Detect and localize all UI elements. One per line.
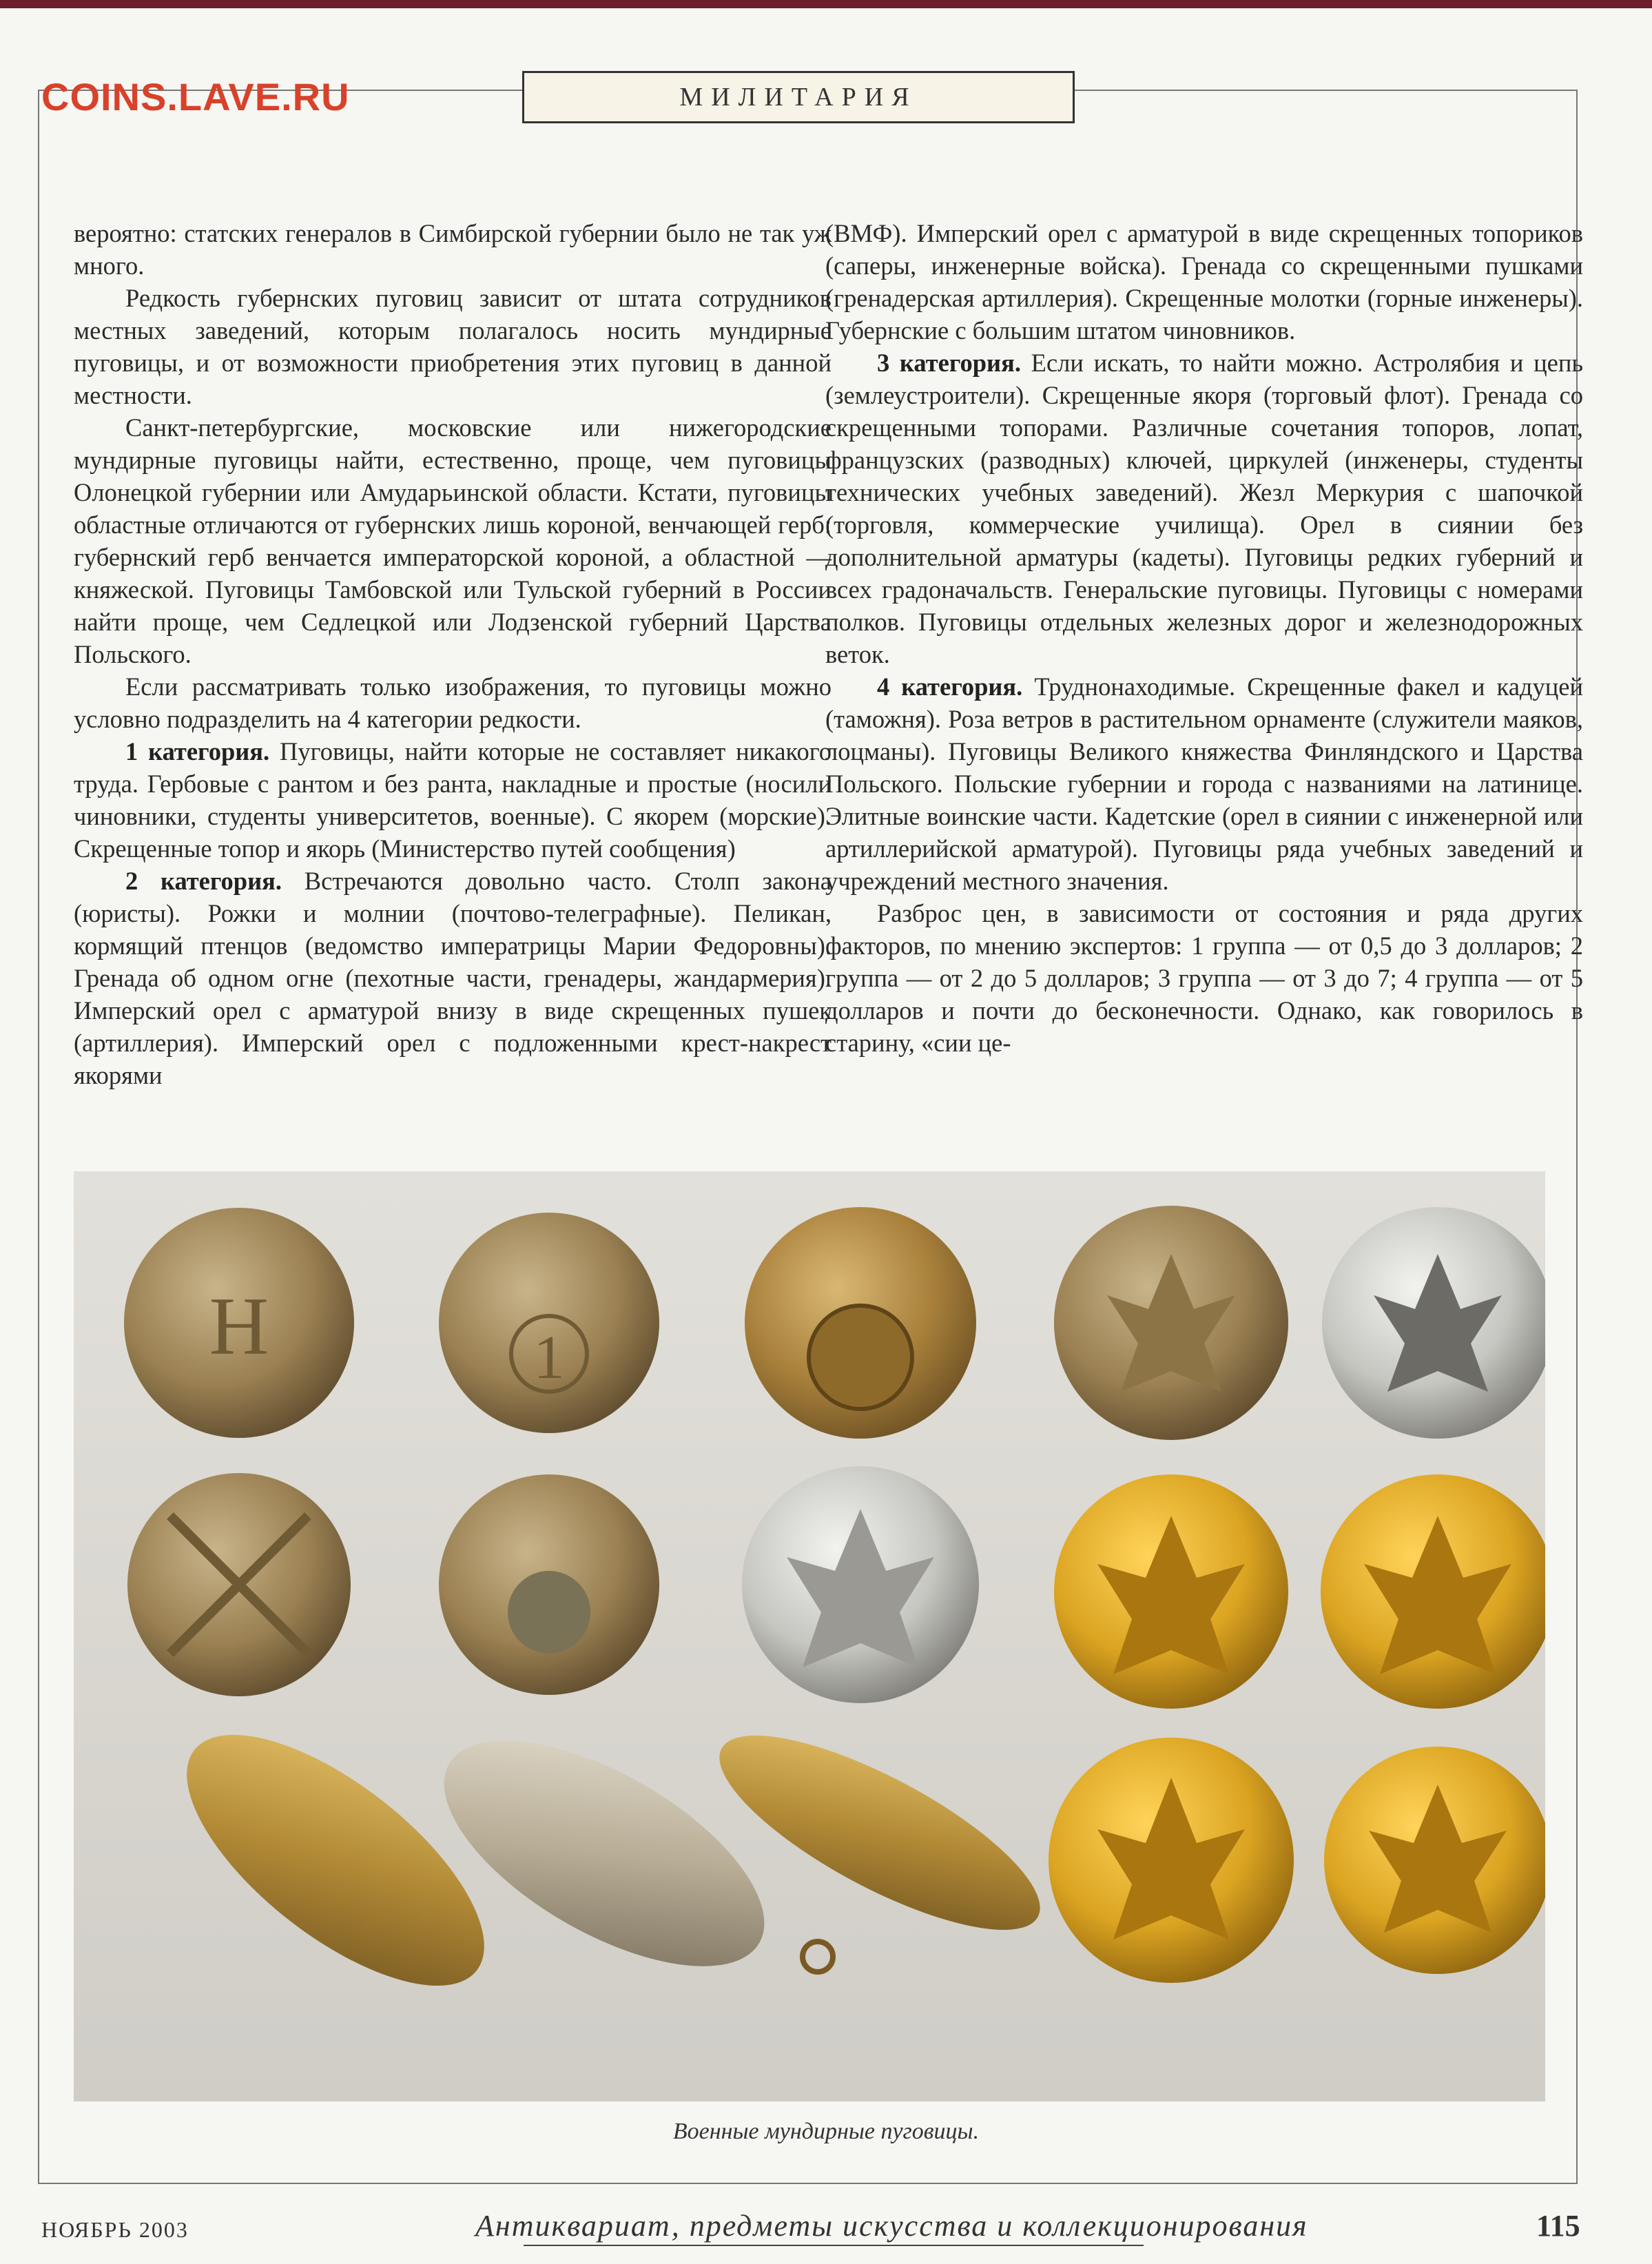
paragraph: вероятно: статских генералов в Симбирской губернии было не так уж много. xyxy=(74,219,832,280)
category-text: Пуговицы, найти которые не составляет никакого труда. Гербовые с рантом и без ранта, накладные и простые (носили чиновники, студенты университетов, военные). С якорем (морские). Скрещенные топор и якорь (Министерство путей сообщения) xyxy=(74,737,832,863)
category-paragraph xyxy=(825,347,1583,670)
category-label: 1 категория. xyxy=(125,737,270,765)
category-paragraph xyxy=(74,865,832,1091)
category-text: Встречаются довольно часто. Столп закона (юристы). Рожки и молнии (почтово-телеграфные). Пеликан, кормящий птенцов (ведомство императрицы Марии Федоровны). Гренада об одном огне (пехотные части, гренадеры, жандармерия). Имперский орел с арматурой внизу в виде скрещенных пушек (артиллерия). Имперский орел с подложенными крест-накрест якорями xyxy=(74,867,832,1089)
figure-caption: Военные мундирные пуговицы. xyxy=(672,2119,980,2144)
page-frame-left xyxy=(38,90,39,2184)
page-number: 115 xyxy=(1536,2209,1580,2243)
issue-date: НОЯБРЬ 2003 xyxy=(41,2217,189,2242)
text-column-right xyxy=(825,217,1583,1059)
button-row-1 xyxy=(124,1206,1545,1440)
category-text: Если искать, то найти можно. Астролябия и цепь (землеустроители). Скрещенные якоря (торговый флот). Гренада со скрещенными топорами. Различные сочетания топоров, лопат, французских (разводных) ключей, циркулей (инженеры, студенты технических учебных заведений). Жезл Меркурия с шапочкой (торговля, коммерческие училища). Орел в сиянии без дополнительной арматуры (кадеты). Пуговицы редких губерний и всех градоначальств. Генеральские пуговицы. Пуговицы с номерами полков. Пуговицы отдельных железных дорог и железнодорожных веток. xyxy=(825,349,1583,668)
category-paragraph xyxy=(825,670,1583,897)
footer-underline xyxy=(524,2245,1144,2246)
category-text: Труднонаходимые. Скрещенные факел и кадуцей (таможня). Роза ветров в растительном орнаменте (служители маяков, лоцманы). Пуговицы Великого княжества Финляндского и Царства Польского. Польские губернии и города с названиями на латинице. Элитные воинские части. Кадетские (орел в сиянии с инженерной или артиллерийской арматурой). Пуговицы ряда учебных заведений и учреждений местного значения. xyxy=(825,672,1583,895)
button-row-3 xyxy=(147,1690,1545,2030)
button-grenade-ball xyxy=(508,1571,590,1654)
magazine-title: Антиквариат, предметы искусства и коллекционирования xyxy=(475,2209,1308,2243)
button-grenade-1 xyxy=(439,1213,659,1433)
button-letter-mark: Н xyxy=(209,1280,269,1372)
category-paragraph xyxy=(74,735,832,865)
paragraph: Разброс цен, в зависимости от состояния и ряда других факторов, по мнению экспертов: 1 группа — от 0,5 до 3 долларов; 2 группа — от 2 до 5 долларов; 3 группа — от 3 до 7; 4 группа — от 5 долларов и почти до бесконечности. Однако, как говорилось в старину, «сии це- xyxy=(825,899,1583,1057)
button-grenade-ball xyxy=(809,1306,912,1409)
category-label: 3 категория. xyxy=(877,349,1021,377)
category-label: 4 категория. xyxy=(877,672,1023,701)
category-label: 2 категория. xyxy=(125,867,282,895)
buttons-photo xyxy=(74,1171,1545,2101)
page-frame-bottom xyxy=(38,2183,1578,2184)
buttons-illustration xyxy=(74,1171,1545,2101)
button-shank xyxy=(803,1942,833,1972)
paragraph: Редкость губернских пуговиц зависит от штата сотрудников местных заведений, которым полагалось носить мундирные пуговицы, и от возможности приобретения этих пуговиц в данной местности. xyxy=(74,284,832,409)
paragraph: (ВМФ). Имперский орел с арматурой в виде скрещенных топориков (саперы, инженерные войска). Гренада со скрещенными пушками (гренадерская артиллерия). Скрещенные молотки (горные инженеры). Губернские с большим штатом чиновников. xyxy=(825,219,1583,344)
top-color-bar xyxy=(0,0,1652,8)
section-title: МИЛИТАРИЯ xyxy=(522,71,1075,123)
paragraph: Если рассматривать только изображения, то пуговицы можно условно подразделить на 4 категории редкости. xyxy=(74,672,832,733)
site-watermark[interactable]: COINS.LAVE.RU xyxy=(41,75,350,119)
button-row-2 xyxy=(127,1466,1545,1709)
button-number-mark: 1 xyxy=(533,1324,565,1392)
text-column-left xyxy=(74,217,832,1091)
paragraph: Санкт-петербургские, московские или нижегородские мундирные пуговицы найти, естественно, проще, чем пуговицы Олонецкой губернии или Амударьинской области. Кстати, пуговицы областные отличаются от губернских лишь короной, венчающей герб: губернский герб венчается императорской короной, а областной — княжеской. Пуговицы Тамбовской или Тульской губерний в России найти проще, чем Седлецкой или Лодзенской губерний Царства Польского. xyxy=(74,413,832,668)
button-elongated-ribbed xyxy=(147,1690,523,2030)
